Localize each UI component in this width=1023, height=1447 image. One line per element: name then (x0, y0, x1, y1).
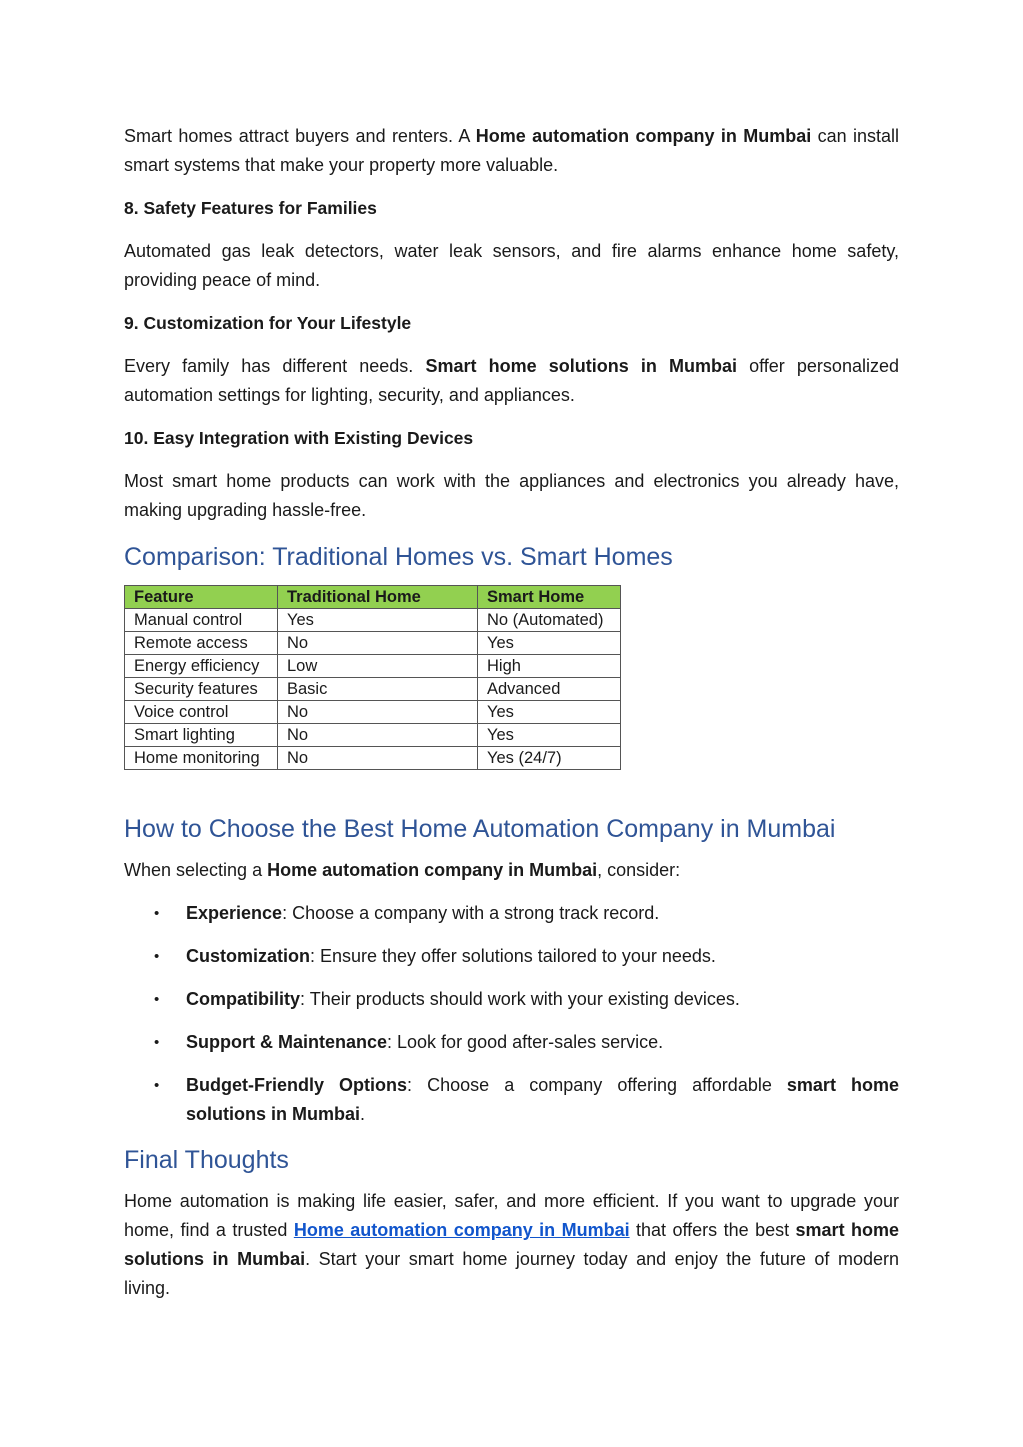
table-cell: Yes (278, 609, 478, 632)
section-heading-customization: 9. Customization for Your Lifestyle (124, 313, 412, 333)
bullet-icon: • (154, 905, 160, 922)
table-cell: Home monitoring (125, 747, 278, 770)
text-span: . Start your smart home journey today and enjoy the future of modern living. (124, 1249, 900, 1298)
item-text: : Choose a company with a strong track record. (282, 903, 660, 923)
table-header-cell: Smart Home (478, 586, 621, 609)
table-cell: High (478, 655, 621, 678)
criteria-list (124, 899, 899, 1129)
comparison-table (124, 585, 621, 770)
table-cell: No (Automated) (478, 609, 621, 632)
table-cell: Advanced (478, 678, 621, 701)
item-title: Budget-Friendly Options (186, 1075, 408, 1095)
item-title: Experience (186, 903, 283, 923)
table-cell: Voice control (125, 701, 278, 724)
choose-heading: How to Choose the Best Home Automation Company in Mumbai (124, 815, 836, 843)
table-cell: No (278, 747, 478, 770)
text-span: Every family has different needs. (124, 356, 426, 376)
table-cell: Smart lighting (125, 724, 278, 747)
section-text-customization (124, 352, 899, 410)
table-cell: No (278, 724, 478, 747)
table-header-row (125, 586, 621, 609)
section-heading-safety: 8. Safety Features for Families (124, 198, 377, 218)
section-text-integration: Most smart home products can work with the appliances and electronics you already have, making upgrading hassle-free. (124, 471, 899, 520)
section-heading-integration: 10. Easy Integration with Existing Devices (124, 428, 474, 448)
table-row (125, 724, 621, 747)
final-paragraph (124, 1187, 899, 1303)
item-text-end: . (360, 1104, 366, 1124)
table-cell: Security features (125, 678, 278, 701)
text-span: that offers the best (629, 1220, 796, 1240)
table-cell: Yes (24/7) (478, 747, 621, 770)
table-cell: Yes (478, 724, 621, 747)
keyword: smart home solutions in Mumbai (124, 1220, 899, 1269)
list-item (124, 1028, 899, 1057)
item-text: : Ensure they offer solutions tailored to your needs. (310, 946, 716, 966)
company-link[interactable]: Home automation company in Mumbai (293, 1220, 630, 1240)
document-body (124, 122, 899, 1303)
intro-keyword: Home automation company in Mumbai (475, 126, 812, 146)
table-header-cell: Feature (125, 586, 278, 609)
table-row (125, 701, 621, 724)
table-cell: Manual control (125, 609, 278, 632)
table-cell: No (278, 632, 478, 655)
final-heading: Final Thoughts (124, 1146, 289, 1174)
bullet-icon: • (154, 991, 160, 1008)
table-cell: No (278, 701, 478, 724)
table-row (125, 609, 621, 632)
bullet-icon: • (154, 1077, 160, 1094)
bullet-icon: • (154, 948, 160, 965)
item-title: Customization (186, 946, 310, 966)
table-cell: Yes (478, 701, 621, 724)
text-span: When selecting a (124, 860, 268, 880)
choose-intro (124, 856, 899, 885)
keyword: Home automation company in Mumbai (267, 860, 598, 880)
table-cell: Low (278, 655, 478, 678)
table-cell: Yes (478, 632, 621, 655)
list-item (124, 942, 899, 971)
intro-text-end: can install smart systems that make your property more valuable. (124, 126, 899, 175)
list-item (124, 1071, 899, 1129)
keyword: smart home solutions in Mumbai (186, 1075, 899, 1124)
item-text: : Look for good after-sales service. (387, 1032, 664, 1052)
item-text: : Their products should work with your existing devices. (300, 989, 740, 1009)
intro-paragraph (124, 122, 899, 180)
table-row (125, 632, 621, 655)
table-cell: Energy efficiency (125, 655, 278, 678)
item-text: : Choose a company offering affordable (407, 1075, 787, 1095)
section-text-safety: Automated gas leak detectors, water leak sensors, and fire alarms enhance home safety, providing peace of mind. (124, 241, 899, 290)
item-title: Compatibility (186, 989, 301, 1009)
table-row (125, 655, 621, 678)
keyword: Smart home solutions in Mumbai (425, 356, 737, 376)
table-cell: Remote access (125, 632, 278, 655)
list-item (124, 985, 899, 1014)
list-item (124, 899, 899, 928)
comparison-heading: Comparison: Traditional Homes vs. Smart Homes (124, 543, 673, 571)
table-row (125, 747, 621, 770)
bullet-icon: • (154, 1034, 160, 1051)
table-row (125, 678, 621, 701)
text-span: offer personalized automation settings for lighting, security, and appliances. (124, 356, 899, 405)
intro-text: Smart homes attract buyers and renters. A (124, 126, 476, 146)
item-title: Support & Maintenance (186, 1032, 388, 1052)
table-header-cell: Traditional Home (278, 586, 478, 609)
text-span: Home automation is making life easier, safer, and more efficient. If you want to upgrade your home, find a trusted (124, 1191, 899, 1240)
text-span: , consider: (597, 860, 681, 880)
table-cell: Basic (278, 678, 478, 701)
